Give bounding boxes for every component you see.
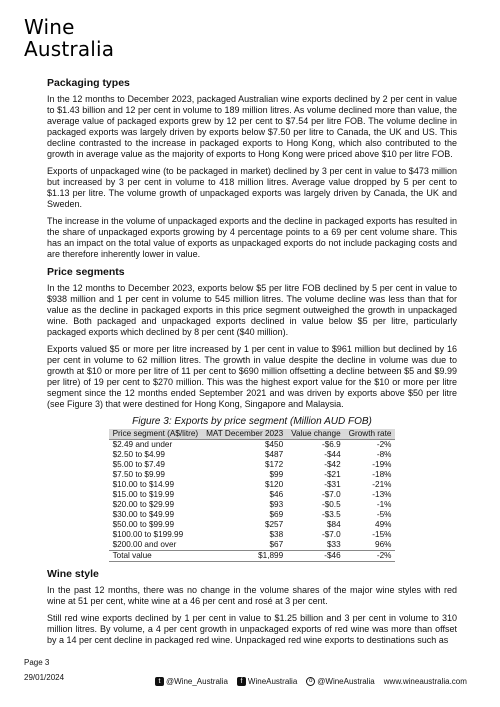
paragraph: Exports of unpackaged wine (to be packaged in market) declined by 3 per cent in value to $473 million but increased by 3 per cent in volume to 418 million litres. Average value dropped by 5 per cent to $1.13 per litre. The volume growth of unpackaged exports was largely driven by Canada, the UK and Sweden. bbox=[47, 166, 457, 209]
value-cell: -1% bbox=[376, 500, 392, 509]
price-segment-table bbox=[109, 429, 396, 562]
value-cell: $1,899 bbox=[202, 551, 287, 562]
value-cell: -$42 bbox=[324, 460, 341, 469]
value-cell: -$7.0 bbox=[321, 490, 341, 499]
heading-packaging-types: Packaging types bbox=[47, 77, 130, 89]
price-segment-cell: $2.49 and under bbox=[112, 440, 173, 449]
table-row bbox=[109, 490, 396, 500]
figure-caption: Figure 3: Exports by price segment (Million AUD FOB) bbox=[132, 416, 372, 427]
table-row bbox=[109, 520, 396, 530]
heading-price-segments: Price segments bbox=[47, 266, 125, 278]
website-url: www.wineaustralia.com bbox=[383, 677, 467, 686]
paragraph: Still red wine exports declined by 1 per cent in value to $1.25 billion and 3 per cent in volume to 310 million litres. By volume, a 4 per cent growth in unpackaged exports of red wine was more than offset by a 14 per cent decline in packaged red wine. Unpackaged red wine exports to destinations such as bbox=[47, 613, 457, 645]
price-segment-cell: Total value bbox=[109, 551, 203, 562]
value-cell: $93 bbox=[269, 500, 284, 509]
social-links bbox=[155, 676, 467, 687]
value-cell: $99 bbox=[269, 470, 284, 479]
value-cell: -$3.5 bbox=[321, 510, 341, 519]
paragraph: Exports valued $5 or more per litre increased by 1 per cent in value to $961 million but declined by 16 per cent in volume to 62 million litres. The growth in value despite the decline in volume was due to growth at $10 or more per litre of 11 per cent to $690 million offsetting a decline between $5 and $9.99 per litre) of 19 per cent to $270 million. This was the highest export value for the $10 or more per litre segment since the 12 months ended September 2021 and was driven by exports above $50 per litre (see Figure 3) that were destined for Hong Kong, Singapore and Malaysia. bbox=[47, 344, 457, 409]
column-header: Value change bbox=[287, 429, 344, 440]
table-row bbox=[109, 500, 396, 510]
price-segment-cell: $2.50 to $4.99 bbox=[112, 450, 165, 459]
value-cell: -19% bbox=[372, 460, 392, 469]
price-segment-cell: $30.00 to $49.99 bbox=[112, 510, 175, 519]
document-body bbox=[47, 77, 457, 652]
paragraph: In the past 12 months, there was no change in the volume shares of the major wine styles with red wine at 51 per cent, white wine at a 46 per cent and rosé at 3 per cent. bbox=[47, 585, 457, 606]
value-cell: -8% bbox=[376, 450, 392, 459]
logo-line-1: Wine bbox=[24, 15, 75, 39]
value-cell: 49% bbox=[375, 520, 392, 529]
logo-line-2: Australia bbox=[24, 37, 115, 61]
value-cell: 96% bbox=[375, 540, 392, 549]
value-cell: -$7.0 bbox=[321, 530, 341, 539]
value-cell: -2% bbox=[376, 440, 392, 449]
website-link[interactable] bbox=[384, 676, 467, 687]
price-segment-cell: $5.00 to $7.49 bbox=[112, 460, 165, 469]
column-header: Growth rate bbox=[345, 429, 396, 440]
price-segment-cell: $200.00 and over bbox=[112, 540, 177, 549]
paragraph: The increase in the volume of unpackaged exports and the decline in packaged exports has resulted in the share of unpackaged exports growing by 4 percentage points to a 69 per cent volume share. This has an impact on the total value of exports as unpackaged exports do not include packaging costs and are therefore inherently lower in value. bbox=[47, 216, 457, 259]
table-row bbox=[109, 440, 396, 451]
value-cell: -$31 bbox=[324, 480, 341, 489]
value-cell: -$46 bbox=[287, 551, 344, 562]
value-cell: -$0.5 bbox=[321, 500, 341, 509]
column-header: MAT December 2023 bbox=[202, 429, 287, 440]
value-cell: -$21 bbox=[324, 470, 341, 479]
wine-australia-logo bbox=[24, 16, 114, 60]
table-header-row bbox=[109, 429, 396, 440]
table-row bbox=[109, 530, 396, 540]
value-cell: $38 bbox=[269, 530, 284, 539]
facebook-link[interactable] bbox=[237, 676, 297, 687]
table-row bbox=[109, 460, 396, 470]
value-cell: $69 bbox=[269, 510, 284, 519]
value-cell: $450 bbox=[264, 440, 284, 449]
instagram-link[interactable] bbox=[306, 676, 374, 687]
page-number: Page 3 bbox=[24, 658, 50, 667]
price-segment-cell: $50.00 to $99.99 bbox=[112, 520, 175, 529]
facebook-icon: f bbox=[237, 677, 246, 686]
value-cell: -2% bbox=[345, 551, 396, 562]
price-segment-cell: $10.00 to $14.99 bbox=[112, 480, 175, 489]
instagram-handle: @WineAustralia bbox=[317, 677, 375, 686]
price-segment-cell: $100.00 to $199.99 bbox=[112, 530, 184, 539]
value-cell: $84 bbox=[326, 520, 341, 529]
table-total-row bbox=[109, 551, 396, 562]
price-segment-cell: $15.00 to $19.99 bbox=[112, 490, 175, 499]
value-cell: $67 bbox=[269, 540, 284, 549]
heading-wine-style: Wine style bbox=[47, 568, 99, 580]
value-cell: $120 bbox=[264, 480, 284, 489]
value-cell: -$6.9 bbox=[321, 440, 341, 449]
value-cell: -$44 bbox=[324, 450, 341, 459]
price-segment-cell: $20.00 to $29.99 bbox=[112, 500, 175, 509]
value-cell: $172 bbox=[264, 460, 284, 469]
table-row bbox=[109, 540, 396, 551]
twitter-icon: t bbox=[155, 677, 164, 686]
value-cell: -5% bbox=[376, 510, 392, 519]
twitter-link[interactable] bbox=[155, 676, 228, 687]
value-cell: $257 bbox=[264, 520, 284, 529]
paragraph: In the 12 months to December 2023, exports below $5 per litre FOB declined by 5 per cent in value to $938 million and 1 per cent in volume to 545 million litres. The volume decline was less than that for value as the decline in packaged exports in this price segment outweighed the growth in unpackaged wine. Both packaged and unpackaged exports declined in value below $5 per litre, particularly packaged exports which declined by 8 per cent ($40 million). bbox=[47, 283, 457, 337]
value-cell: -15% bbox=[372, 530, 392, 539]
value-cell: -13% bbox=[372, 490, 392, 499]
column-header: Price segment (A$/litre) bbox=[109, 429, 203, 440]
table-row bbox=[109, 470, 396, 480]
twitter-handle: @Wine_Australia bbox=[166, 677, 228, 686]
document-date: 29/01/2024 bbox=[24, 673, 65, 682]
value-cell: $46 bbox=[269, 490, 284, 499]
value-cell: $487 bbox=[264, 450, 284, 459]
instagram-icon: o bbox=[306, 677, 315, 686]
value-cell: -18% bbox=[372, 470, 392, 479]
value-cell: -21% bbox=[372, 480, 392, 489]
table-row bbox=[109, 480, 396, 490]
paragraph: In the 12 months to December 2023, packaged Australian wine exports declined by 2 per cent in value to $1.43 billion and 12 per cent in volume to 189 million litres. As volume declined more than value, the average value of packaged exports grew by 12 per cent to $7.54 per litre FOB. The volume decline in packaged exports was largely driven by exports below $7.50 per litre to Canada, the UK and US. This decline contrasted to the increase in packaged exports to Hong Kong, which also contributed to the growth in average value as the majority of exports to Hong Kong were priced above $10 per litre FOB. bbox=[47, 94, 457, 159]
price-segment-cell: $7.50 to $9.99 bbox=[112, 470, 165, 479]
facebook-handle: WineAustralia bbox=[247, 677, 298, 686]
table-row bbox=[109, 450, 396, 460]
value-cell: $33 bbox=[326, 540, 341, 549]
table-row bbox=[109, 510, 396, 520]
